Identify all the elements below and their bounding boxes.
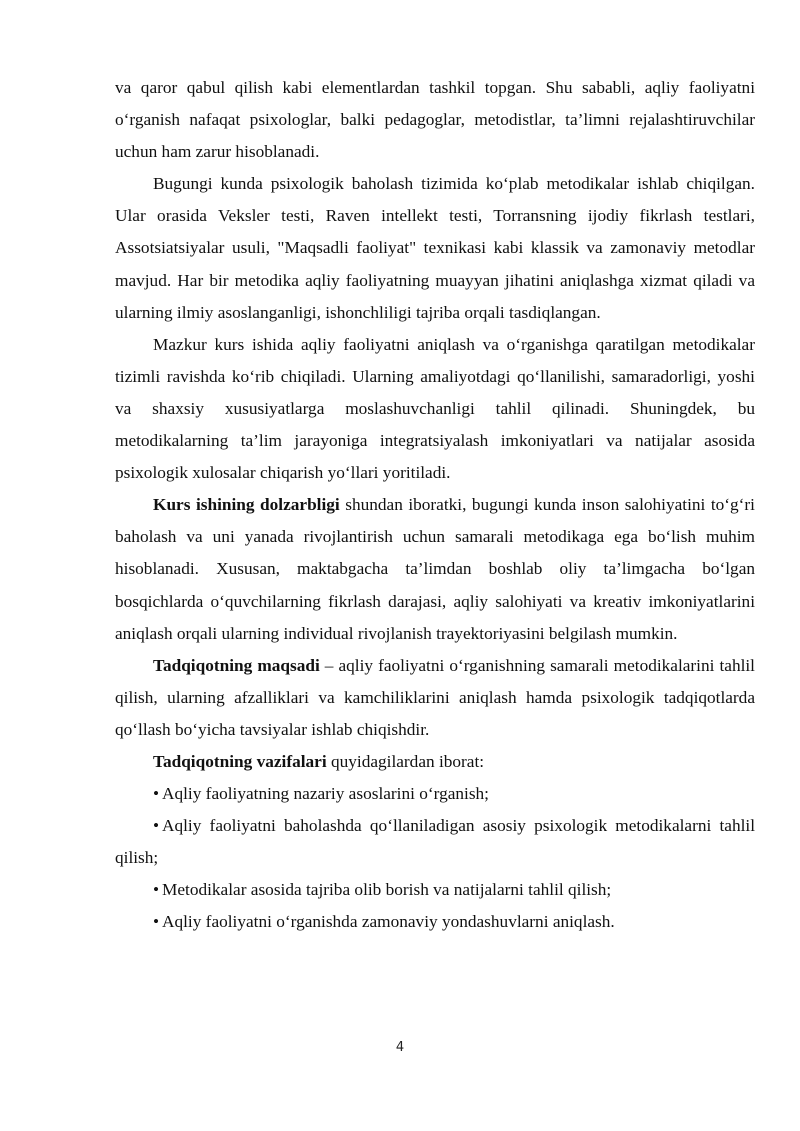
list-item bbox=[115, 778, 755, 810]
goal-text: – aqliy faoliyatni o‘rganishning samarali metodikalarini tahlil qilish, ularning afzalliklari va kamchiliklarini aniqlash hamda psixologik tadqiqotlarda qo‘llash bo‘yicha tavsiyalar ishlab chiqishdir. bbox=[115, 655, 755, 739]
paragraph-relevance bbox=[115, 489, 755, 649]
paragraph-tasks bbox=[115, 746, 755, 778]
relevance-text: shundan iboratki, bugungi kunda inson salohiyatini to‘g‘ri baholash va uni yanada rivojlantirish uchun samarali metodikaga ega bo‘lish muhim hisoblanadi. Xususan, maktabgacha ta’limdan boshlab oliy ta’limgacha bo‘lgan bosqichlarda o‘quvchilarning fikrlash darajasi, aqliy salohiyati va kreativ imkoniyatlarini aniqlash orqali ularning individual rivojlanish trayektoriyasini belgilash mumkin. bbox=[115, 495, 755, 643]
list-item-text: Metodikalar asosida tajriba olib borish va natijalarni tahlil qilish; bbox=[162, 880, 612, 900]
relevance-heading: Kurs ishining dolzarbligi bbox=[153, 495, 340, 515]
list-item bbox=[115, 906, 755, 938]
bullet-icon: • bbox=[153, 784, 160, 804]
tasks-heading: Tadqiqotning vazifalari bbox=[153, 751, 327, 771]
list-item-text: Aqliy faoliyatni o‘rganishda zamonaviy yondashuvlarni aniqlash. bbox=[162, 912, 615, 932]
list-item bbox=[115, 874, 755, 906]
paragraph-methods-overview: Bugungi kunda psixologik baholash tizimida ko‘plab metodikalar ishlab chiqilgan. Ular orasida Veksler testi, Raven intellekt testi, Torransning ijodiy fikrlash testlari, Assotsiatsiyalar usuli, "Maqsadli faoliyat" texnikasi kabi klassik va zamonaviy metodlar mavjud. Har bir metodika aqliy faoliyatning muayyan jihatini aniqlashga xizmat qiladi va ularning ilmiy asoslanganligi, ishonchliligi tajriba orqali tasdiqlangan. bbox=[115, 174, 755, 322]
paragraph-goal bbox=[115, 650, 755, 746]
paragraph-continuation: va qaror qabul qilish kabi elementlardan tashkil topgan. Shu sababli, aqliy faoliyatni o‘rganish nafaqat psixologlar, balki pedagoglar, metodistlar, ta’limni rejalashtiruvchilar uchun ham zarur hisoblanadi. bbox=[115, 78, 755, 162]
bullet-icon: • bbox=[153, 880, 160, 900]
document-page bbox=[115, 72, 755, 939]
list-item-text: Aqliy faoliyatni baholashda qo‘llaniladigan asosiy psixologik metodikalarni tahlil qilish; bbox=[115, 816, 755, 868]
paragraph-course-scope: Mazkur kurs ishida aqliy faoliyatni aniqlash va o‘rganishga qaratilgan metodikalar tizimli ravishda ko‘rib chiqiladi. Ularning amaliyotdagi qo‘llanilishi, samaradorligi, yoshi va shaxsiy xususiyatlarga moslashuvchanligi tahlil qilinadi. Shuningdek, bu metodikalarning ta’lim jarayoniga integratsiyalash imkoniyatlari va natijalar asosida psixologik xulosalar chiqarish yo‘llari yoritiladi. bbox=[115, 334, 755, 483]
list-item-text: Aqliy faoliyatning nazariy asoslarini o‘rganish; bbox=[162, 784, 489, 804]
bullet-icon: • bbox=[153, 816, 160, 836]
tasks-text: quyidagilardan iborat: bbox=[326, 751, 485, 771]
goal-heading: Tadqiqotning maqsadi bbox=[153, 655, 320, 675]
bullet-icon: • bbox=[153, 912, 160, 932]
list-item bbox=[115, 810, 755, 874]
page-number: 4 bbox=[395, 1040, 405, 1055]
